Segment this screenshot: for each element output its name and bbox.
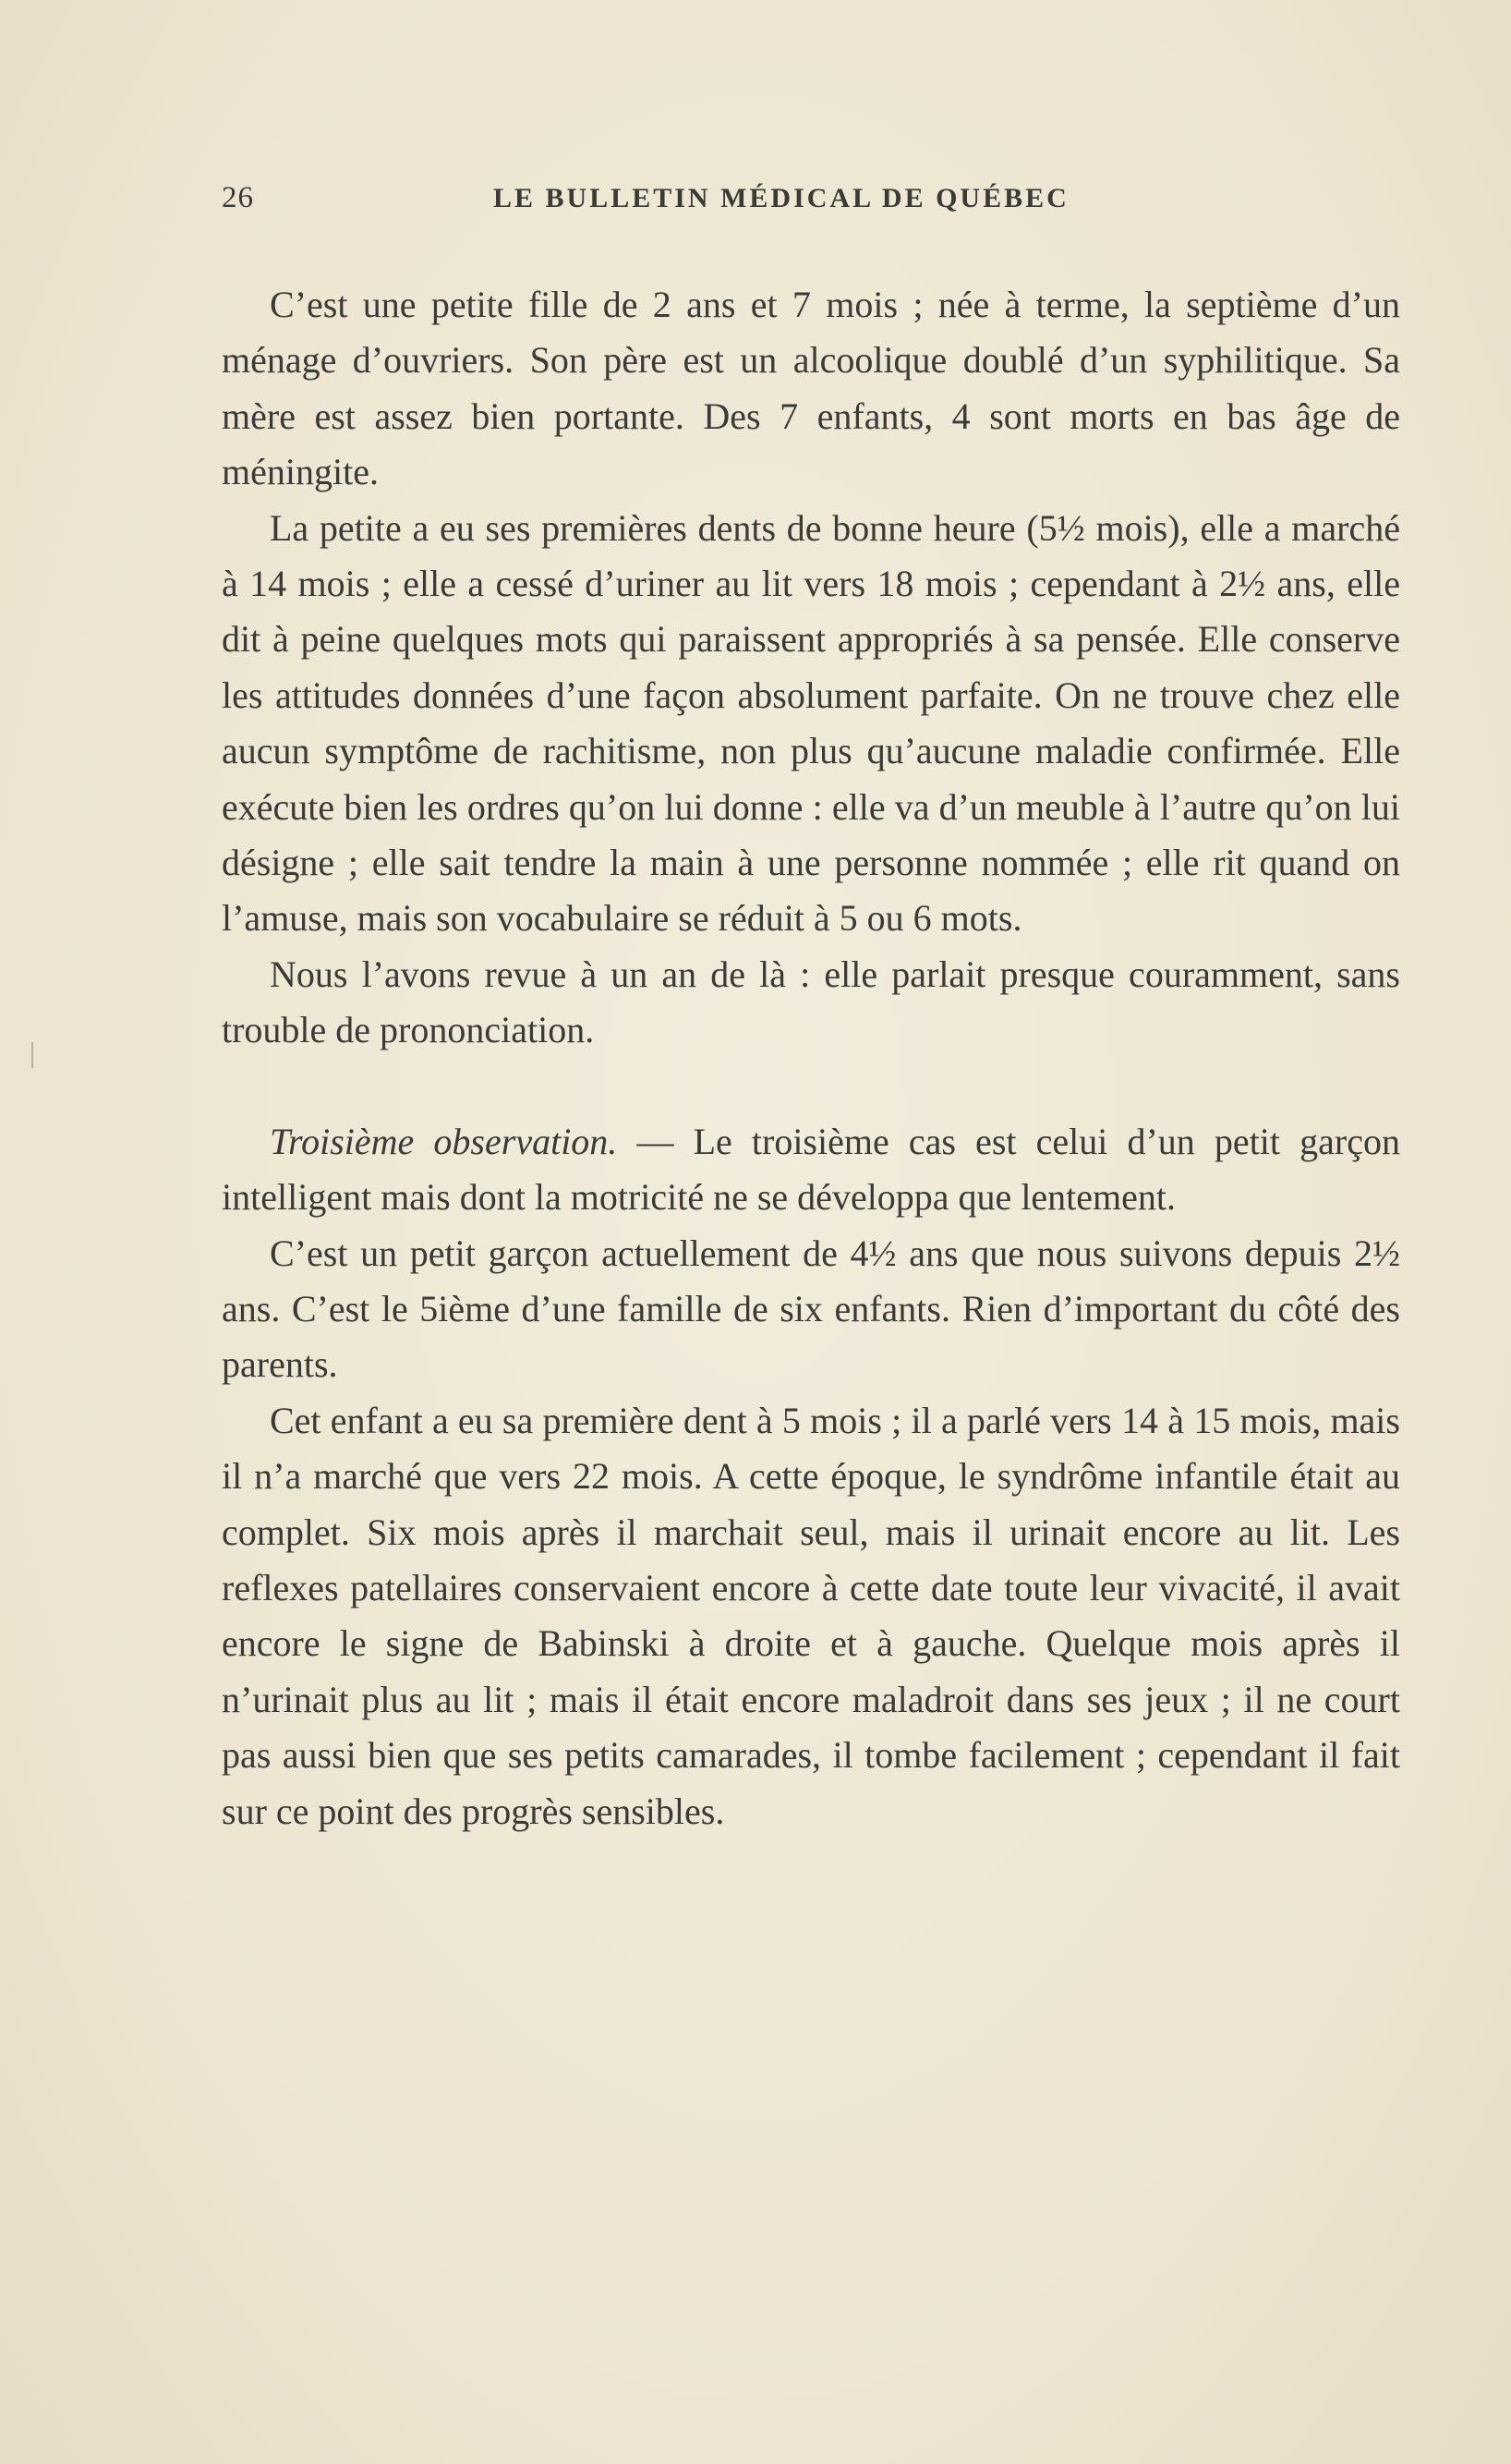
page-header xyxy=(185,181,1145,224)
observation-title: Troisième observation. xyxy=(270,1120,618,1162)
running-title: LE BULLETIN MÉDICAL DE QUÉBEC xyxy=(493,183,1070,213)
observation-paragraph xyxy=(222,1114,1400,1226)
observation-intro: — Le troisième cas est celui d’un petit garçon intelligent mais dont la motricité ne se développa que lentement. xyxy=(222,1120,1400,1219)
page-number: 26 xyxy=(222,181,254,214)
body-text xyxy=(222,277,1400,1839)
paragraph-2: La petite a eu ses premières dents de bonne heure (5½ mois), elle a marché à 14 mois ; elle a cessé d’uriner au lit vers 18 mois ; cependant à 2½ ans, elle dit à peine quelques mots qui paraissent appropriés à sa pensée. Elle conserve les attitudes données d’une façon absolument parfaite. On ne trouve chez elle aucun symptôme de rachitisme, non plus qu’aucune maladie confirmée. Elle exécute bien les ordres qu’on lui donne : elle va d’un meuble à l’autre qu’on lui désigne ; elle sait tendre la main à une personne nommée ; elle rit quand on l’amuse, mais son vocabulaire se réduit à 5 ou 6 mots. xyxy=(222,506,1400,940)
margin-mark xyxy=(31,1042,33,1068)
paragraph-3: Nous l’avons revue à un an de là : elle parlait presque couramment, sans trouble de prononciation. xyxy=(222,953,1400,1051)
paragraph-5: C’est un petit garçon actuellement de 4½ ans que nous suivons depuis 2½ ans. C’est le 5ième d’une famille de six enfants. Rien d’important du côté des parents. xyxy=(222,1232,1400,1386)
paragraph-1: C’est une petite fille de 2 ans et 7 mois ; née à terme, la septième d’un ménage d’ouvriers. Son père est un alcoolique doublé d’un syphilitique. Sa mère est assez bien portante. Des 7 enfants, 4 sont morts en bas âge de méningite. xyxy=(222,284,1400,493)
paragraph-6: Cet enfant a eu sa première dent à 5 mois ; il a parlé vers 14 à 15 mois, mais il n’a marché que vers 22 mois. A cette époque, le syndrôme infantile était au complet. Six mois après il marchait seul, mais il urinait encore au lit. Les reflexes patellaires conservaient encore à cette date toute leur vivacité, il avait encore le signe de Babinski à droite et à gauche. Quelque mois après il n’urinait plus au lit ; mais il était encore maladroit dans ses jeux ; il ne court pas aussi bien que ses petits camarades, il tombe facilement ; cependant il fait sur ce point des progrès sensibles. xyxy=(222,1399,1400,1832)
